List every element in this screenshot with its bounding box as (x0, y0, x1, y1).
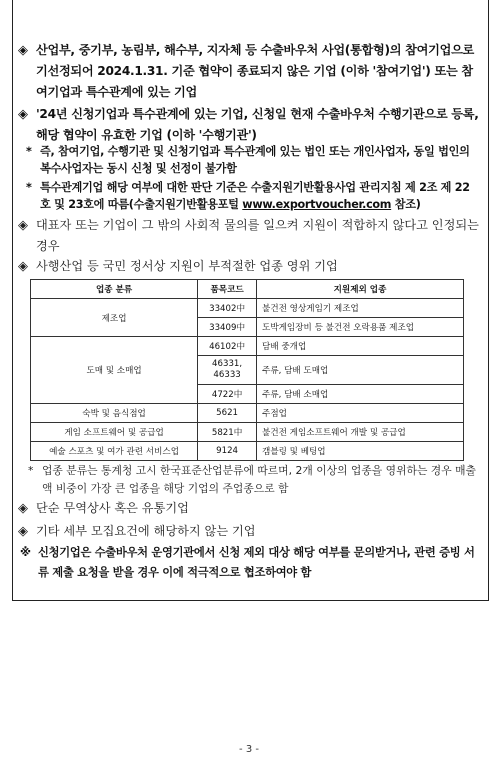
desc-cell: 주점업 (257, 404, 464, 423)
desc-cell: 도박게임장비 등 불건전 오락용품 제조업 (257, 318, 464, 337)
category-cell: 숙박 및 음식점업 (31, 404, 198, 423)
exclusion-item-trading (18, 498, 480, 519)
subnote-criteria (26, 179, 478, 213)
table-row (31, 442, 464, 461)
code-cell: 5821中 (198, 423, 257, 442)
table-row (31, 423, 464, 442)
diamond-bullet-icon: ◈ (18, 107, 28, 122)
diamond-bullet-icon: ◈ (18, 501, 28, 516)
header-excluded: 지원제외 업종 (257, 280, 464, 299)
subnote-simultaneous (26, 143, 478, 177)
excluded-industries-table (30, 279, 464, 461)
exclusion-text: 단순 무역상사 혹은 유통기업 (36, 501, 189, 515)
exclusion-item-social (18, 215, 480, 257)
code-cell: 46331, 46333 (198, 356, 257, 385)
reference-mark: ※ (20, 546, 31, 559)
diamond-bullet-icon: ◈ (18, 218, 28, 233)
diamond-bullet-icon: ◈ (18, 43, 28, 58)
desc-cell: 불건전 영상게임기 제조업 (257, 299, 464, 318)
exclusion-text: 기타 세부 모집요건에 해당하지 않는 기업 (36, 524, 256, 538)
table-footnote (28, 462, 476, 498)
subnote-text-part: 특수관계기업 해당 여부에 대한 판단 기준은 수출지원기반활용사업 관리지침 제 2조 제 22호 및 23호에 따름(수출지원기반활용포털 (40, 181, 470, 211)
code-cell: 33402中 (198, 299, 257, 318)
exclusion-text: 대표자 또는 기업이 그 밖의 사회적 물의를 일으켜 지원이 적합하지 않다고 인정되는 경우 (36, 218, 479, 253)
table-row (31, 337, 464, 356)
category-cell: 도매 및 소매업 (31, 337, 198, 404)
table-row (31, 404, 464, 423)
page-number: - 3 - (239, 744, 259, 755)
exclusion-text: 산업부, 중기부, 농림부, 해수부, 지자체 등 수출바우처 사업(통합형)의 참여기업으로 기선정되어 2024.1.31. 기준 협약이 종료되지 않은 기업 (이하 '참여기업') 또는 참여기업과 특수관계에 있는 기업 (36, 43, 475, 99)
diamond-bullet-icon: ◈ (18, 259, 28, 274)
desc-cell: 갬블링 및 베팅업 (257, 442, 464, 461)
category-cell: 게임 소프트웨어 및 공급업 (31, 423, 198, 442)
subnote-text: 즉, 참여기업, 수행기관 및 신청기업과 특수관계에 있는 법인 또는 개인사업자, 동일 법인의 복수사업자는 동시 신청 및 선정이 불가함 (40, 145, 470, 175)
desc-cell: 주류, 담배 소매업 (257, 385, 464, 404)
cooperation-notice (20, 543, 480, 583)
header-code: 품목코드 (198, 280, 257, 299)
code-cell: 46102中 (198, 337, 257, 356)
desc-cell: 불건전 게임소프트웨어 개발 및 공급업 (257, 423, 464, 442)
desc-cell: 주류, 담배 도매업 (257, 356, 464, 385)
footnote-text: 업종 분류는 통계청 고시 한국표준산업분류에 따르며, 2개 이상의 업종을 영위하는 경우 매출액 비중이 가장 큰 업종을 해당 기업의 주업종으로 함 (42, 464, 476, 495)
exclusion-item-speculative (18, 256, 480, 277)
table-header-row (31, 280, 464, 299)
code-cell: 9124 (198, 442, 257, 461)
code-cell: 33409中 (198, 318, 257, 337)
exclusion-item-related (18, 104, 480, 146)
asterisk-mark: * (26, 181, 32, 194)
header-category: 업종 분류 (31, 280, 198, 299)
code-cell: 4722中 (198, 385, 257, 404)
table-row (31, 299, 464, 318)
notice-text: 신청기업은 수출바우처 운영기관에서 신청 제외 대상 해당 여부를 문의받거나, 관련 증빙 서류 제출 요청을 받을 경우 이에 적극적으로 협조하여야 함 (38, 546, 475, 579)
exclusion-item-other (18, 521, 480, 542)
asterisk-mark: * (26, 145, 32, 158)
desc-cell: 담배 중개업 (257, 337, 464, 356)
asterisk-mark: * (28, 464, 34, 477)
subnote-text (40, 179, 478, 213)
exclusion-item-participating (18, 40, 480, 103)
diamond-bullet-icon: ◈ (18, 524, 28, 539)
export-voucher-link[interactable]: www.exportvoucher.com (242, 198, 392, 211)
code-cell: 5621 (198, 404, 257, 423)
category-cell: 제조업 (31, 299, 198, 337)
category-cell: 예술 스포츠 및 여가 관련 서비스업 (31, 442, 198, 461)
exclusion-text: 사행산업 등 국민 정서상 지원이 부적절한 업종 영위 기업 (36, 259, 338, 273)
exclusion-text: '24년 신청기업과 특수관계에 있는 기업, 신청일 현재 수출바우처 수행기관으로 등록, 해당 협약이 유효한 기업 (이하 '수행기관') (36, 107, 479, 142)
subnote-text-part: 참조) (391, 198, 421, 211)
